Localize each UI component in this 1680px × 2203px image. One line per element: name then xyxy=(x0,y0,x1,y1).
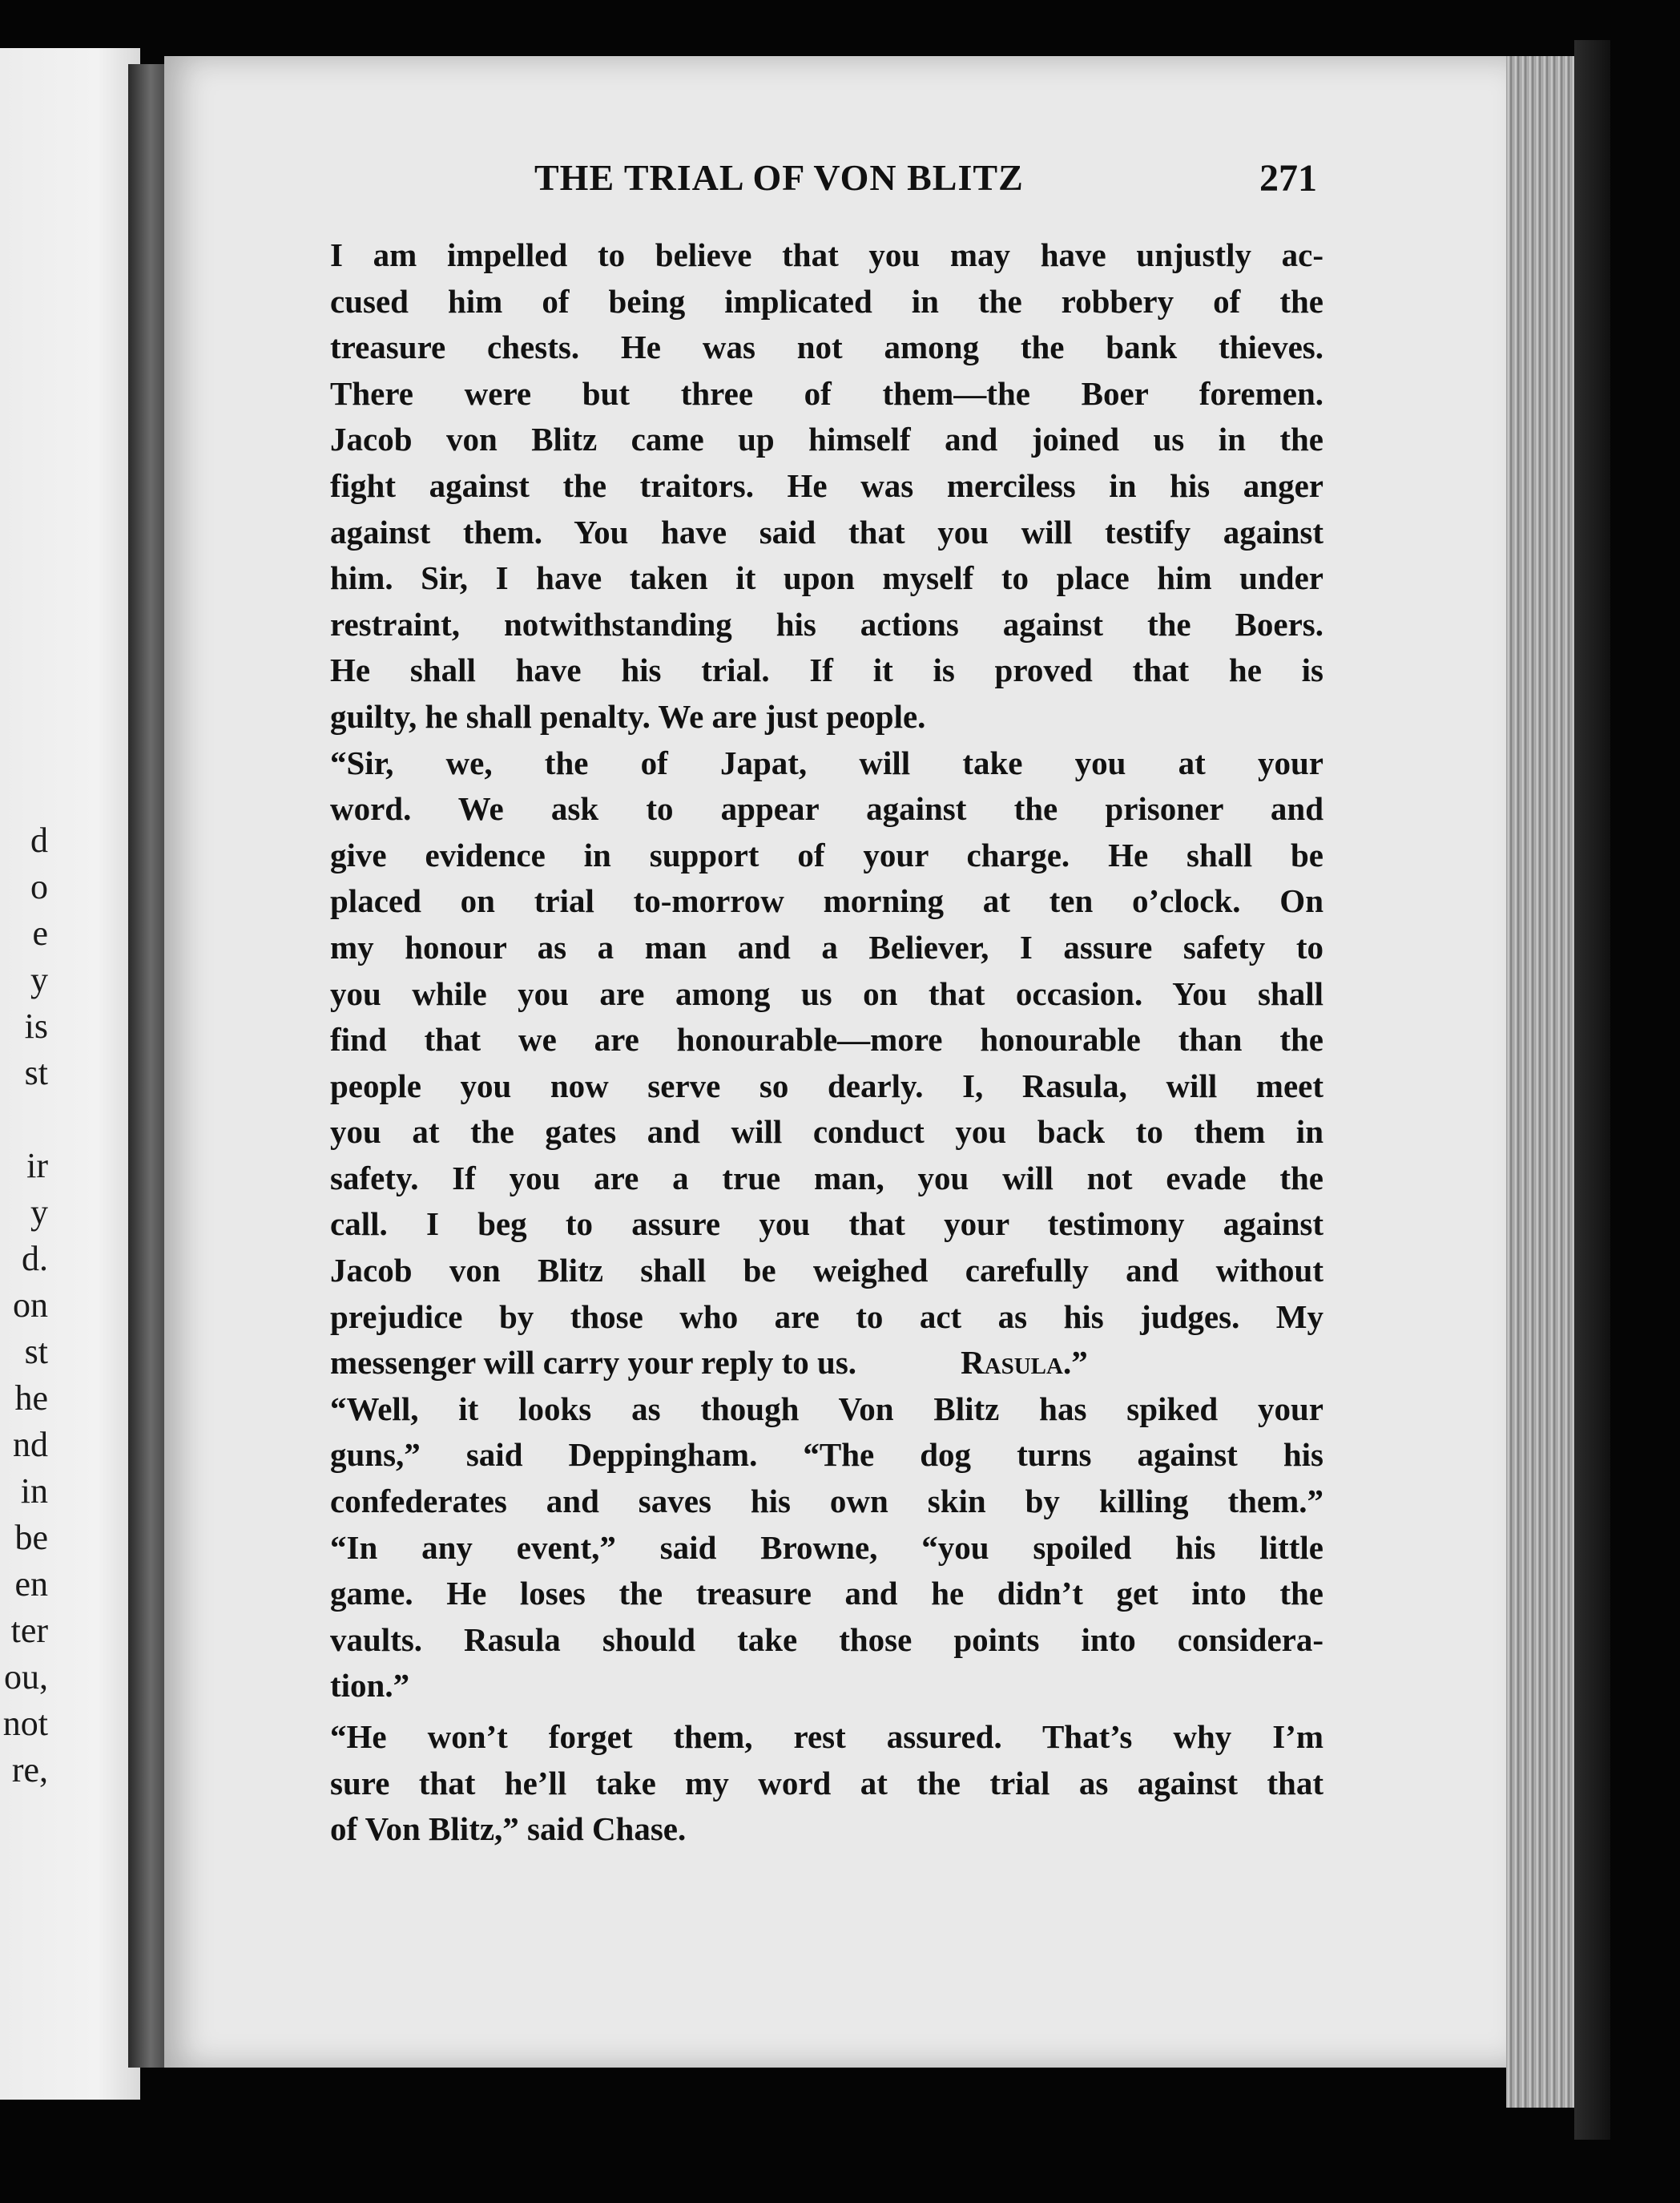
text-line: game. He loses the treasure and he didn’t get into the xyxy=(330,1575,1323,1612)
text-line: of Von Blitz,” said Chase. xyxy=(330,1810,687,1848)
text-line: “In any event,” said Browne, “you spoiled his little xyxy=(330,1528,1323,1566)
text-line: messenger will carry your reply to us. xyxy=(330,1344,857,1382)
text-line: “Well, it looks as though Von Blitz has spiked your xyxy=(330,1390,1323,1427)
previous-page-fragment: d. xyxy=(22,1239,48,1278)
text-line: word. We ask to appear against the prisoner and xyxy=(330,790,1323,828)
previous-page-fragment: he xyxy=(14,1378,48,1418)
text-line: give evidence in support of your charge. He shall be xyxy=(330,836,1323,874)
text-line: my honour as a man and a Believer, I assure safety to xyxy=(330,928,1323,966)
page-number: 271 xyxy=(1259,157,1317,200)
text-line: There were but three of them—the Boer foremen. xyxy=(330,374,1323,412)
previous-page-fragment: not xyxy=(2,1704,48,1743)
text-line: Jacob von Blitz came up himself and joined us in the xyxy=(330,421,1323,458)
previous-page-fragment: y xyxy=(30,960,48,999)
previous-page-text-fragments xyxy=(0,817,48,1793)
previous-page-fragment: en xyxy=(14,1564,48,1604)
text-line: safety. If you are a true man, you will not evade the xyxy=(330,1159,1323,1196)
previous-page-fragment: be xyxy=(14,1518,48,1557)
text-line: Jacob von Blitz shall be weighed carefully and without xyxy=(330,1252,1323,1289)
text-line: confederates and saves his own skin by killing them.” xyxy=(330,1483,1323,1520)
previous-page-fragment: st xyxy=(24,1332,48,1371)
text-line: sure that he’ll take my word at the trial as against that xyxy=(330,1764,1323,1802)
text-line: placed on trial to-morrow morning at ten o’clock. On xyxy=(330,882,1323,920)
running-title: THE TRIAL OF VON BLITZ xyxy=(534,157,1024,198)
previous-page-fragment: y xyxy=(30,1192,48,1232)
text-line: cused him of being implicated in the robbery of the xyxy=(330,282,1323,320)
previous-page-fragment: ter xyxy=(10,1611,48,1650)
previous-page-fragment: nd xyxy=(13,1425,48,1464)
previous-page-fragment: ir xyxy=(26,1146,48,1185)
body-text xyxy=(330,232,1323,1853)
text-line: prejudice by those who are to act as his judges. My xyxy=(330,1297,1323,1335)
text-line: him. Sir, I have taken it upon myself to place him under xyxy=(330,559,1323,597)
text-line: I am impelled to believe that you may have unjustly ac- xyxy=(330,236,1323,273)
text-line: against them. You have said that you will testify against xyxy=(330,513,1323,551)
previous-page-fragment xyxy=(0,1096,48,1143)
previous-page-fragment: in xyxy=(20,1471,48,1511)
previous-page-fragment: is xyxy=(24,1007,48,1046)
text-line: “He won’t forget them, rest assured. That’s why I’m xyxy=(330,1718,1323,1755)
previous-page-fragment: st xyxy=(24,1053,48,1092)
previous-page-fragment: re, xyxy=(11,1750,48,1789)
text-line: “Sir, we, the of Japat, will take you at your xyxy=(330,744,1323,781)
text-line: tion.” xyxy=(330,1667,410,1705)
previous-page-fragment: on xyxy=(13,1285,48,1325)
page-stack-edge xyxy=(1506,56,1574,2108)
previous-page-fragment: e xyxy=(32,914,48,953)
text-line: you while you are among us on that occasion. You shall xyxy=(330,974,1323,1012)
text-line: guns,” said Deppingham. “The dog turns against his xyxy=(330,1436,1323,1474)
letter-signature: Rasula.” xyxy=(961,1344,1088,1382)
book-cover-edge xyxy=(1574,40,1610,2140)
text-line: people you now serve so dearly. I, Rasula, will meet xyxy=(330,1067,1323,1104)
text-line-with-signature xyxy=(330,1340,1323,1386)
text-line: call. I beg to assure you that your testimony against xyxy=(330,1205,1323,1243)
text-line: fight against the traitors. He was merciless in his anger xyxy=(330,466,1323,504)
text-line: vaults. Rasula should take those points into considera- xyxy=(330,1620,1323,1658)
previous-page-fragment: o xyxy=(30,867,48,906)
text-line: guilty, he shall penalty. We are just people. xyxy=(330,697,926,735)
previous-page-fragment: ou, xyxy=(4,1657,48,1697)
previous-page-fragment: d xyxy=(30,821,48,860)
text-line: restraint, notwithstanding his actions against the Boers. xyxy=(330,605,1323,643)
text-line: treasure chests. He was not among the bank thieves. xyxy=(330,329,1323,366)
page-header xyxy=(164,156,1510,204)
text-line: find that we are honourable—more honourable than the xyxy=(330,1021,1323,1059)
text-line: He shall have his trial. If it is proved that he is xyxy=(330,652,1323,689)
text-line: you at the gates and will conduct you back to them in xyxy=(330,1113,1323,1151)
